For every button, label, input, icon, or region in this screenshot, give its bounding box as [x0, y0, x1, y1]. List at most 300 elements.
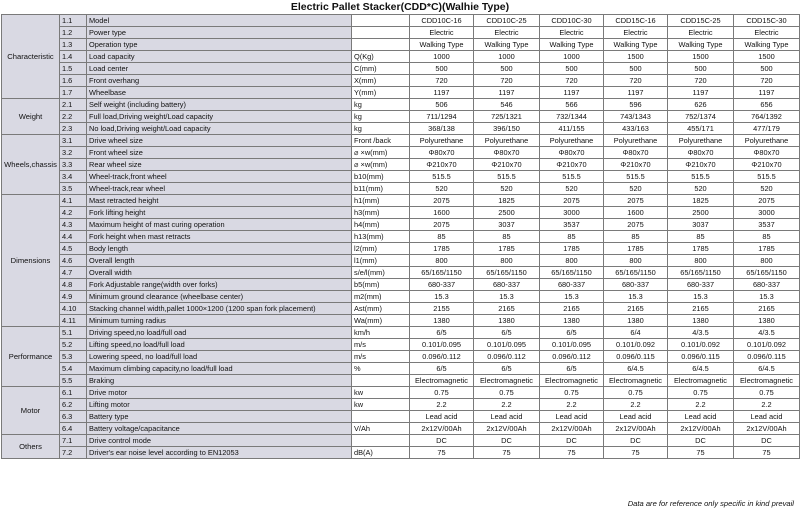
- value-cell: 680-337: [540, 279, 604, 291]
- value-cell: 1500: [668, 51, 734, 63]
- value-cell: 2165: [540, 303, 604, 315]
- spec-row: [2, 375, 800, 387]
- item-number: 4.7: [60, 267, 87, 279]
- item-number: 1.3: [60, 39, 87, 51]
- item-unit: %: [352, 363, 410, 375]
- item-label: Load center: [87, 63, 352, 75]
- spec-row: [2, 399, 800, 411]
- item-label: Battery type: [87, 411, 352, 423]
- value-cell: Electric: [410, 27, 474, 39]
- value-cell: 520: [540, 183, 604, 195]
- item-number: 5.5: [60, 375, 87, 387]
- value-cell: 711/1294: [410, 111, 474, 123]
- value-cell: Φ80x70: [540, 147, 604, 159]
- item-number: 3.5: [60, 183, 87, 195]
- spec-row: [2, 315, 800, 327]
- value-cell: 566: [540, 99, 604, 111]
- value-cell: 0.75: [410, 387, 474, 399]
- item-label: Wheelbase: [87, 87, 352, 99]
- value-cell: 0.101/0.092: [604, 339, 668, 351]
- value-cell: 411/155: [540, 123, 604, 135]
- item-label: Full load,Driving weight/Load capacity: [87, 111, 352, 123]
- value-cell: Electromagnetic: [474, 375, 540, 387]
- spec-row: [2, 411, 800, 423]
- value-cell: Φ210x70: [668, 159, 734, 171]
- item-label: Front overhang: [87, 75, 352, 87]
- value-cell: 2075: [410, 195, 474, 207]
- item-number: 4.6: [60, 255, 87, 267]
- category-cell: Motor: [2, 387, 60, 435]
- value-cell: 15.3: [604, 291, 668, 303]
- spec-row: [2, 303, 800, 315]
- spec-row: [2, 387, 800, 399]
- value-cell: 1600: [410, 207, 474, 219]
- value-cell: 743/1343: [604, 111, 668, 123]
- value-cell: 2x12V/00Ah: [734, 423, 800, 435]
- value-cell: 656: [734, 99, 800, 111]
- spec-row: [2, 219, 800, 231]
- value-cell: 75: [410, 447, 474, 459]
- value-cell: 1380: [540, 315, 604, 327]
- value-cell: 6/5: [474, 327, 540, 339]
- item-number: 3.1: [60, 135, 87, 147]
- value-cell: 6/5: [540, 363, 604, 375]
- item-number: 5.1: [60, 327, 87, 339]
- value-cell: 477/179: [734, 123, 800, 135]
- value-cell: 1380: [668, 315, 734, 327]
- value-cell: 520: [474, 183, 540, 195]
- value-cell: 800: [410, 255, 474, 267]
- item-label: Lifting speed,no load/full load: [87, 339, 352, 351]
- item-unit: dB(A): [352, 447, 410, 459]
- value-cell: 2.2: [734, 399, 800, 411]
- value-cell: 0.096/0.115: [668, 351, 734, 363]
- value-cell: 520: [410, 183, 474, 195]
- value-cell: 800: [604, 255, 668, 267]
- item-unit: [352, 39, 410, 51]
- value-cell: Electric: [668, 27, 734, 39]
- spec-row: [2, 159, 800, 171]
- value-cell: CDD15C-25: [668, 15, 734, 27]
- value-cell: Lead acid: [410, 411, 474, 423]
- value-cell: 1197: [734, 87, 800, 99]
- value-cell: 85: [474, 231, 540, 243]
- value-cell: Φ80x70: [668, 147, 734, 159]
- value-cell: Walking Type: [474, 39, 540, 51]
- item-number: 4.3: [60, 219, 87, 231]
- value-cell: 2.2: [540, 399, 604, 411]
- item-label: Stacking channel width,pallet 1000×1200 (1200 span fork placement): [87, 303, 352, 315]
- item-label: Self weight (including battery): [87, 99, 352, 111]
- value-cell: DC: [474, 435, 540, 447]
- value-cell: 6/5: [474, 363, 540, 375]
- value-cell: Φ80x70: [410, 147, 474, 159]
- spec-row: [2, 207, 800, 219]
- item-number: 4.1: [60, 195, 87, 207]
- value-cell: CDD10C-25: [474, 15, 540, 27]
- item-unit: Ast(mm): [352, 303, 410, 315]
- item-label: Fork lifting height: [87, 207, 352, 219]
- value-cell: 6/4.5: [604, 363, 668, 375]
- item-label: Driving speed,no load/full oad: [87, 327, 352, 339]
- item-number: 1.1: [60, 15, 87, 27]
- value-cell: 75: [604, 447, 668, 459]
- value-cell: 520: [734, 183, 800, 195]
- value-cell: 1600: [604, 207, 668, 219]
- value-cell: 65/165/1150: [668, 267, 734, 279]
- value-cell: 15.3: [410, 291, 474, 303]
- item-number: 5.4: [60, 363, 87, 375]
- item-unit: km/h: [352, 327, 410, 339]
- value-cell: 85: [410, 231, 474, 243]
- value-cell: Electric: [604, 27, 668, 39]
- value-cell: 1380: [734, 315, 800, 327]
- value-cell: 1380: [410, 315, 474, 327]
- spec-row: [2, 243, 800, 255]
- value-cell: Electric: [474, 27, 540, 39]
- value-cell: 500: [474, 63, 540, 75]
- value-cell: 3000: [734, 207, 800, 219]
- value-cell: 1785: [540, 243, 604, 255]
- item-number: 1.4: [60, 51, 87, 63]
- spec-row: [2, 63, 800, 75]
- item-unit: l1(mm): [352, 255, 410, 267]
- value-cell: 3037: [668, 219, 734, 231]
- value-cell: CDD15C-30: [734, 15, 800, 27]
- value-cell: 680-337: [474, 279, 540, 291]
- item-number: 4.9: [60, 291, 87, 303]
- value-cell: 6/4: [604, 327, 668, 339]
- value-cell: Φ80x70: [474, 147, 540, 159]
- value-cell: Polyurethane: [668, 135, 734, 147]
- item-label: Maximum climbing capacity,no load/full load: [87, 363, 352, 375]
- value-cell: 0.75: [604, 387, 668, 399]
- item-unit: [352, 375, 410, 387]
- value-cell: 506: [410, 99, 474, 111]
- value-cell: 15.3: [540, 291, 604, 303]
- item-unit: Wa(mm): [352, 315, 410, 327]
- value-cell: 0.096/0.115: [734, 351, 800, 363]
- value-cell: 2075: [604, 219, 668, 231]
- value-cell: 800: [668, 255, 734, 267]
- item-unit: h3(mm): [352, 207, 410, 219]
- item-label: Rear wheel size: [87, 159, 352, 171]
- value-cell: Φ210x70: [474, 159, 540, 171]
- value-cell: 626: [668, 99, 734, 111]
- item-label: Drive motor: [87, 387, 352, 399]
- item-unit: C(mm): [352, 63, 410, 75]
- value-cell: CDD15C-16: [604, 15, 668, 27]
- value-cell: CDD10C-30: [540, 15, 604, 27]
- value-cell: Electromagnetic: [604, 375, 668, 387]
- item-unit: h13(mm): [352, 231, 410, 243]
- spec-row: [2, 435, 800, 447]
- item-label: Braking: [87, 375, 352, 387]
- value-cell: Walking Type: [604, 39, 668, 51]
- value-cell: 65/165/1150: [410, 267, 474, 279]
- value-cell: 720: [668, 75, 734, 87]
- value-cell: Φ210x70: [410, 159, 474, 171]
- item-unit: s/e/l(mm): [352, 267, 410, 279]
- value-cell: 0.101/0.095: [410, 339, 474, 351]
- item-unit: kg: [352, 111, 410, 123]
- value-cell: Polyurethane: [474, 135, 540, 147]
- value-cell: 2.2: [410, 399, 474, 411]
- item-number: 5.3: [60, 351, 87, 363]
- value-cell: 455/171: [668, 123, 734, 135]
- item-number: 4.5: [60, 243, 87, 255]
- value-cell: 1785: [604, 243, 668, 255]
- item-unit: X(mm): [352, 75, 410, 87]
- value-cell: 15.3: [474, 291, 540, 303]
- value-cell: 680-337: [668, 279, 734, 291]
- item-label: Lifting motor: [87, 399, 352, 411]
- value-cell: Electromagnetic: [410, 375, 474, 387]
- value-cell: 500: [540, 63, 604, 75]
- item-unit: h4(mm): [352, 219, 410, 231]
- spec-row: [2, 171, 800, 183]
- value-cell: 3537: [540, 219, 604, 231]
- value-cell: 752/1374: [668, 111, 734, 123]
- item-unit: kw: [352, 399, 410, 411]
- value-cell: 1197: [604, 87, 668, 99]
- item-unit: m/s: [352, 351, 410, 363]
- item-label: Body length: [87, 243, 352, 255]
- spec-row: [2, 363, 800, 375]
- spec-row: [2, 231, 800, 243]
- value-cell: 2.2: [474, 399, 540, 411]
- value-cell: 0.101/0.092: [668, 339, 734, 351]
- value-cell: 2x12V/00Ah: [540, 423, 604, 435]
- spec-row: [2, 423, 800, 435]
- footnote: Data are for reference only specific in kind prevail: [627, 499, 794, 508]
- value-cell: 2x12V/00Ah: [668, 423, 734, 435]
- value-cell: Lead acid: [604, 411, 668, 423]
- item-label: Battery voltage/capacitance: [87, 423, 352, 435]
- spec-row: [2, 99, 800, 111]
- item-unit: Y(mm): [352, 87, 410, 99]
- spec-row: [2, 183, 800, 195]
- item-unit: h1(mm): [352, 195, 410, 207]
- value-cell: Φ210x70: [540, 159, 604, 171]
- value-cell: 500: [604, 63, 668, 75]
- item-label: Mast retracted height: [87, 195, 352, 207]
- value-cell: DC: [604, 435, 668, 447]
- item-number: 7.1: [60, 435, 87, 447]
- item-number: 6.4: [60, 423, 87, 435]
- value-cell: 720: [474, 75, 540, 87]
- value-cell: 2165: [734, 303, 800, 315]
- item-label: Wheel-track,rear wheel: [87, 183, 352, 195]
- value-cell: 2x12V/00Ah: [474, 423, 540, 435]
- spec-row: [2, 351, 800, 363]
- value-cell: 85: [540, 231, 604, 243]
- item-number: 4.8: [60, 279, 87, 291]
- item-unit: m/s: [352, 339, 410, 351]
- value-cell: 764/1392: [734, 111, 800, 123]
- item-label: Front wheel size: [87, 147, 352, 159]
- item-number: 2.2: [60, 111, 87, 123]
- value-cell: Polyurethane: [540, 135, 604, 147]
- value-cell: 4/3.5: [668, 327, 734, 339]
- value-cell: 2165: [668, 303, 734, 315]
- value-cell: 6/5: [410, 327, 474, 339]
- value-cell: Walking Type: [668, 39, 734, 51]
- value-cell: 433/163: [604, 123, 668, 135]
- item-unit: kw: [352, 387, 410, 399]
- value-cell: 1197: [410, 87, 474, 99]
- value-cell: Lead acid: [668, 411, 734, 423]
- item-unit: b5(mm): [352, 279, 410, 291]
- item-number: 4.10: [60, 303, 87, 315]
- value-cell: 1825: [474, 195, 540, 207]
- value-cell: 15.3: [734, 291, 800, 303]
- spec-row: [2, 279, 800, 291]
- value-cell: 2075: [410, 219, 474, 231]
- value-cell: DC: [668, 435, 734, 447]
- value-cell: 720: [540, 75, 604, 87]
- value-cell: Lead acid: [734, 411, 800, 423]
- value-cell: 546: [474, 99, 540, 111]
- item-number: 5.2: [60, 339, 87, 351]
- value-cell: Polyurethane: [604, 135, 668, 147]
- value-cell: 75: [540, 447, 604, 459]
- value-cell: 1197: [540, 87, 604, 99]
- value-cell: 396/150: [474, 123, 540, 135]
- value-cell: 500: [734, 63, 800, 75]
- item-unit: [352, 27, 410, 39]
- value-cell: 732/1344: [540, 111, 604, 123]
- item-label: Lowering speed, no load/full load: [87, 351, 352, 363]
- value-cell: 2x12V/00Ah: [410, 423, 474, 435]
- value-cell: Polyurethane: [734, 135, 800, 147]
- item-label: Operation type: [87, 39, 352, 51]
- value-cell: 0.75: [474, 387, 540, 399]
- value-cell: Φ80x70: [734, 147, 800, 159]
- value-cell: 2500: [474, 207, 540, 219]
- value-cell: 720: [410, 75, 474, 87]
- value-cell: 500: [410, 63, 474, 75]
- item-unit: m2(mm): [352, 291, 410, 303]
- value-cell: 520: [668, 183, 734, 195]
- category-cell: Performance: [2, 327, 60, 387]
- value-cell: 3037: [474, 219, 540, 231]
- item-number: 1.7: [60, 87, 87, 99]
- item-label: Fork Adjustable range(width over forks): [87, 279, 352, 291]
- spec-row: [2, 15, 800, 27]
- item-unit: [352, 435, 410, 447]
- value-cell: Electromagnetic: [540, 375, 604, 387]
- value-cell: 6/5: [540, 327, 604, 339]
- spec-row: [2, 291, 800, 303]
- value-cell: 515.5: [540, 171, 604, 183]
- value-cell: 6/4.5: [734, 363, 800, 375]
- value-cell: DC: [734, 435, 800, 447]
- item-number: 6.1: [60, 387, 87, 399]
- value-cell: 596: [604, 99, 668, 111]
- item-unit: b11(mm): [352, 183, 410, 195]
- item-number: 3.4: [60, 171, 87, 183]
- value-cell: 1000: [540, 51, 604, 63]
- value-cell: 515.5: [604, 171, 668, 183]
- item-unit: kg: [352, 99, 410, 111]
- value-cell: Walking Type: [734, 39, 800, 51]
- value-cell: 1785: [668, 243, 734, 255]
- value-cell: 0.75: [540, 387, 604, 399]
- item-unit: b10(mm): [352, 171, 410, 183]
- spec-row: [2, 39, 800, 51]
- value-cell: 680-337: [734, 279, 800, 291]
- value-cell: 2x12V/00Ah: [604, 423, 668, 435]
- item-number: 2.3: [60, 123, 87, 135]
- value-cell: 2075: [604, 195, 668, 207]
- item-label: Minimum ground clearance (wheelbase center): [87, 291, 352, 303]
- spec-row: [2, 27, 800, 39]
- spec-row: [2, 147, 800, 159]
- spec-row: [2, 255, 800, 267]
- item-label: Drive control mode: [87, 435, 352, 447]
- item-number: 4.2: [60, 207, 87, 219]
- item-label: Model: [87, 15, 352, 27]
- value-cell: 0.096/0.112: [540, 351, 604, 363]
- value-cell: 520: [604, 183, 668, 195]
- spec-row: [2, 87, 800, 99]
- value-cell: 0.096/0.115: [604, 351, 668, 363]
- value-cell: 1825: [668, 195, 734, 207]
- item-unit: Front /back: [352, 135, 410, 147]
- value-cell: 500: [668, 63, 734, 75]
- value-cell: 65/165/1150: [734, 267, 800, 279]
- value-cell: DC: [410, 435, 474, 447]
- item-label: Drive wheel size: [87, 135, 352, 147]
- value-cell: Walking Type: [540, 39, 604, 51]
- value-cell: Walking Type: [410, 39, 474, 51]
- item-unit: [352, 15, 410, 27]
- value-cell: 6/5: [410, 363, 474, 375]
- item-unit: l2(mm): [352, 243, 410, 255]
- value-cell: 2500: [668, 207, 734, 219]
- spec-row: [2, 327, 800, 339]
- value-cell: 515.5: [734, 171, 800, 183]
- item-number: 6.3: [60, 411, 87, 423]
- item-number: 3.2: [60, 147, 87, 159]
- spec-row: [2, 135, 800, 147]
- value-cell: 720: [734, 75, 800, 87]
- value-cell: 75: [474, 447, 540, 459]
- value-cell: 85: [604, 231, 668, 243]
- value-cell: 1197: [668, 87, 734, 99]
- item-unit: V/Ah: [352, 423, 410, 435]
- value-cell: 2155: [410, 303, 474, 315]
- value-cell: 85: [668, 231, 734, 243]
- value-cell: Electromagnetic: [668, 375, 734, 387]
- value-cell: 1000: [474, 51, 540, 63]
- value-cell: Φ210x70: [734, 159, 800, 171]
- item-unit: ⌀ ×w(mm): [352, 159, 410, 171]
- value-cell: 800: [734, 255, 800, 267]
- category-cell: Characteristic: [2, 15, 60, 99]
- item-number: 2.1: [60, 99, 87, 111]
- value-cell: 0.096/0.112: [474, 351, 540, 363]
- item-number: 1.5: [60, 63, 87, 75]
- spec-row: [2, 195, 800, 207]
- value-cell: Polyurethane: [410, 135, 474, 147]
- value-cell: 0.101/0.092: [734, 339, 800, 351]
- value-cell: 75: [668, 447, 734, 459]
- value-cell: 2075: [734, 195, 800, 207]
- spec-row: [2, 51, 800, 63]
- spec-table-body: [2, 15, 800, 459]
